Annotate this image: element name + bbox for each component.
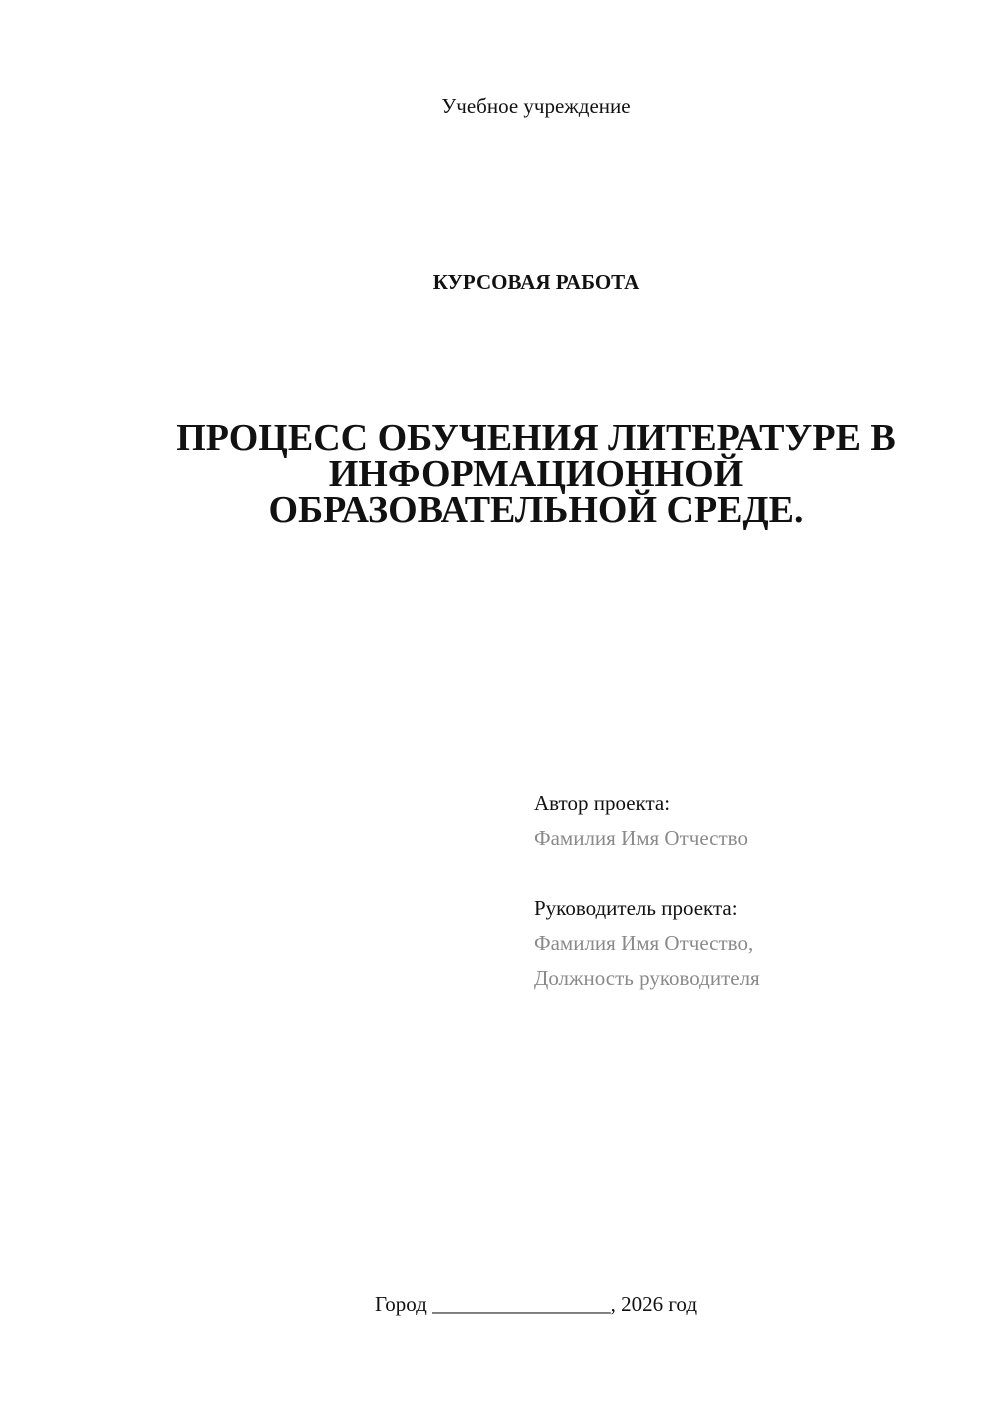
author-label: Автор проекта: (534, 791, 671, 815)
title-line: ОБРАЗОВАТЕЛЬНОЙ СРЕДЕ. (268, 489, 804, 531)
author-name: Фамилия Имя Отчество (534, 826, 748, 850)
city-year-footer: Город _________________, 2026 год (374, 1292, 698, 1316)
document-title (150, 417, 922, 531)
supervisor-position: Должность руководителя (534, 966, 760, 990)
supervisor-name: Фамилия Имя Отчество, (534, 931, 754, 955)
spacer (534, 856, 974, 891)
title-line: ПРОЦЕСС ОБУЧЕНИЯ ЛИТЕРАТУРЕ В (176, 417, 896, 459)
institution-name: Учебное учреждение (441, 94, 631, 118)
project-info-block (534, 786, 974, 996)
title-line: ИНФОРМАЦИОННОЙ (328, 453, 744, 495)
supervisor-label: Руководитель проекта: (534, 896, 738, 920)
work-type-heading: КУРСОВАЯ РАБОТА (432, 270, 640, 294)
